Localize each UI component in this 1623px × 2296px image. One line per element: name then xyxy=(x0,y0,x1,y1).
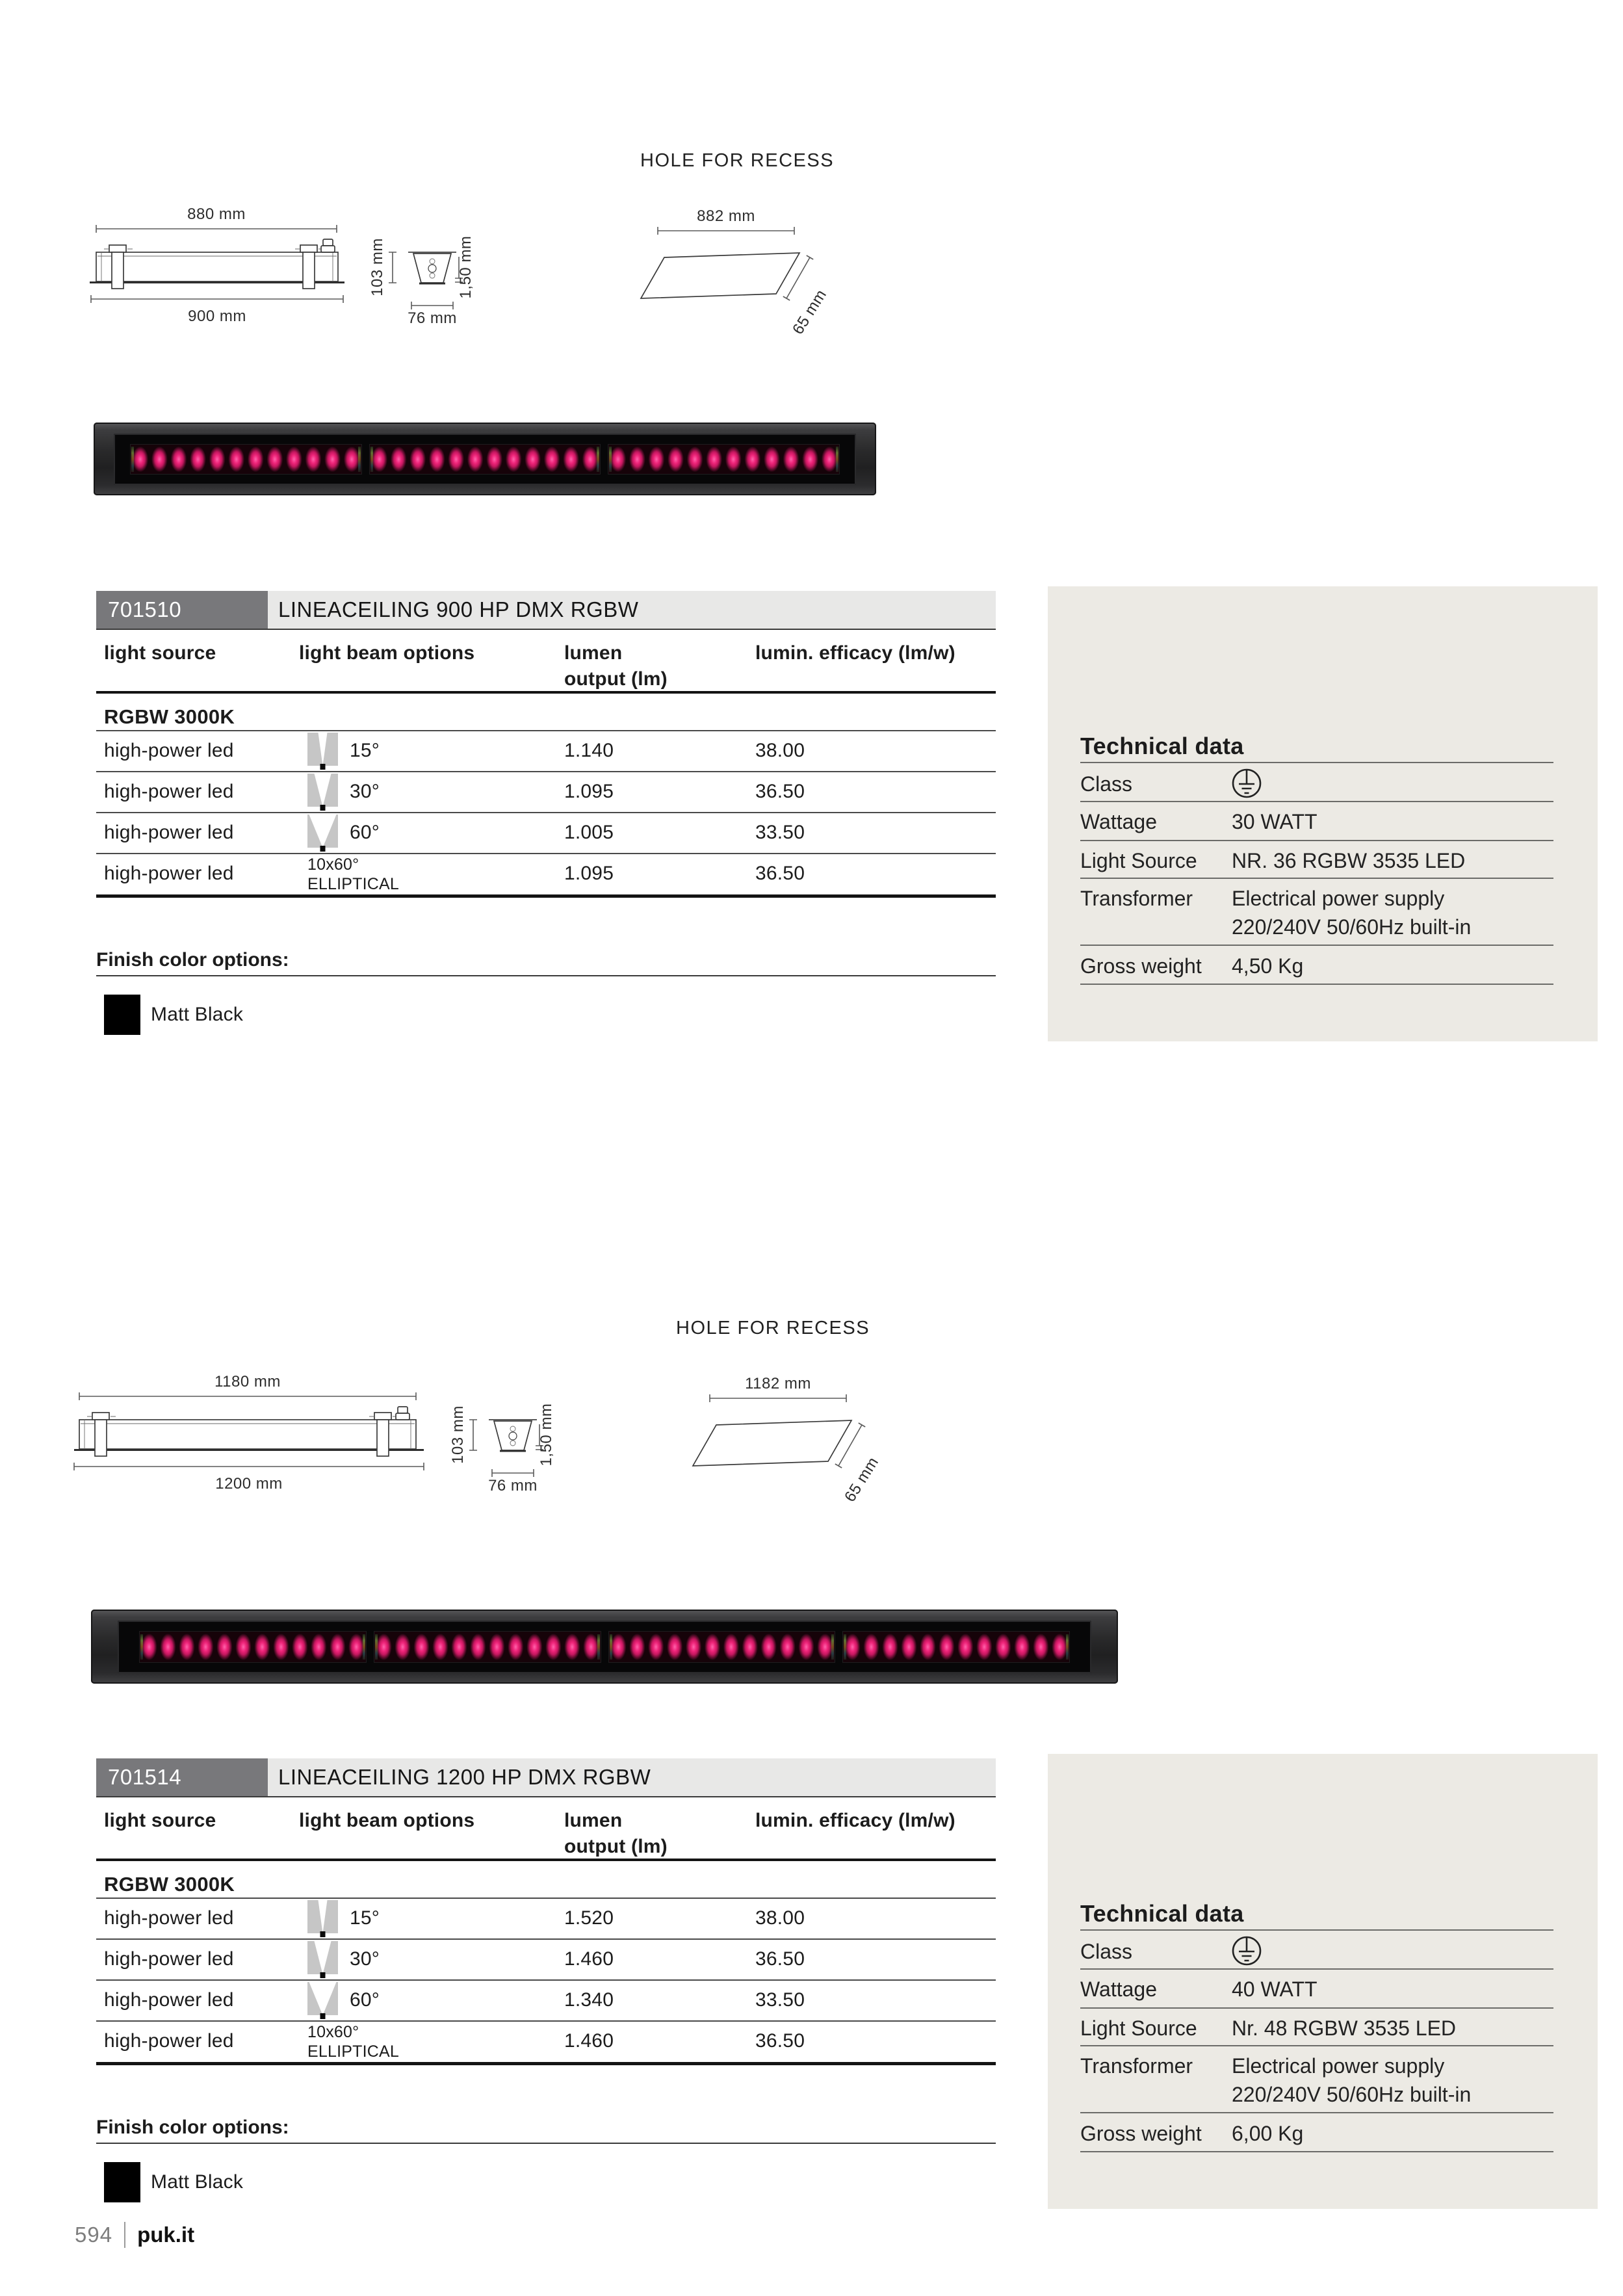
product-code: 701514 xyxy=(96,1758,268,1796)
led-segment xyxy=(608,444,839,475)
product-code: 701510 xyxy=(96,591,268,629)
col-lumen-2: output (lm) xyxy=(564,668,668,690)
dim-hole-width: 882 mm xyxy=(697,207,755,225)
col-beam-options: light beam options xyxy=(299,1810,475,1831)
row-source: high-power led xyxy=(104,863,234,884)
col-light-source: light source xyxy=(104,642,216,664)
hole-for-recess-title: HOLE FOR RECESS xyxy=(640,150,835,171)
beam-30-icon xyxy=(307,774,338,811)
product-photo-1200 xyxy=(91,1610,1118,1684)
group-label: RGBW 3000K xyxy=(104,1873,235,1896)
transformer-label: Transformer xyxy=(1080,887,1193,910)
matt-black-swatch xyxy=(104,995,140,1035)
transformer-value-1: Electrical power supply xyxy=(1232,2054,1445,2078)
light-source-label: Light Source xyxy=(1080,849,1197,872)
page-footer xyxy=(75,2222,194,2248)
wattage-label: Wattage xyxy=(1080,810,1157,833)
col-efficacy: lumin. efficacy (lm/w) xyxy=(755,1810,955,1831)
finish-options-title: Finish color options: xyxy=(96,2117,289,2138)
row-source: high-power led xyxy=(104,1948,234,1970)
row-beam: 30° xyxy=(350,781,380,802)
row-beam: 60° xyxy=(350,822,380,843)
row-beam: 60° xyxy=(350,1989,380,2011)
led-segment xyxy=(139,1631,367,1663)
earth-ground-icon xyxy=(1230,766,1263,800)
row-lumen: 1.520 xyxy=(564,1907,614,1929)
row-efficacy: 33.50 xyxy=(755,822,805,843)
led-segment xyxy=(130,444,361,475)
technical-data-title: Technical data xyxy=(1080,1900,1244,1927)
led-segment xyxy=(842,1631,1070,1663)
row-source: high-power led xyxy=(104,2030,234,2052)
dim-top-width: 1180 mm xyxy=(214,1373,281,1390)
wattage-label: Wattage xyxy=(1080,1977,1157,2001)
col-lumen-1: lumen xyxy=(564,1810,623,1831)
row-efficacy: 36.50 xyxy=(755,1948,805,1970)
hole-for-recess-title: HOLE FOR RECESS xyxy=(676,1318,870,1338)
dim-top-width: 880 mm xyxy=(187,205,246,223)
product-name: LINEACEILING 900 HP DMX RGBW xyxy=(268,591,996,629)
row-lumen: 1.460 xyxy=(564,1948,614,1970)
col-light-source: light source xyxy=(104,1810,216,1831)
led-segment xyxy=(374,1631,601,1663)
technical-data-panel xyxy=(1048,586,1598,1041)
row-efficacy: 36.50 xyxy=(755,2030,805,2052)
col-beam-options: light beam options xyxy=(299,642,475,664)
row-beam: 15° xyxy=(350,740,380,761)
finish-options-title: Finish color options: xyxy=(96,949,289,971)
footer-divider xyxy=(124,2222,125,2248)
row-lumen: 1.095 xyxy=(564,863,614,884)
beam-60-icon xyxy=(307,815,338,852)
dim-flange: 1,50 mm xyxy=(538,1403,555,1467)
col-lumen-1: lumen xyxy=(564,642,623,664)
gross-weight-value: 4,50 Kg xyxy=(1232,954,1304,978)
row-lumen: 1.340 xyxy=(564,1989,614,2011)
technical-data-title: Technical data xyxy=(1080,733,1244,759)
beam-15-icon xyxy=(307,733,338,770)
technical-drawing-1200 xyxy=(58,1363,942,1519)
class-label: Class xyxy=(1080,1940,1133,1963)
led-strip xyxy=(139,1631,1070,1663)
row-beam-elliptical: 10x60° ELLIPTICAL xyxy=(307,855,399,893)
dim-flange: 1,50 mm xyxy=(457,235,474,299)
gross-weight-label: Gross weight xyxy=(1080,2122,1202,2145)
dim-section-width: 76 mm xyxy=(488,1477,538,1494)
row-source: high-power led xyxy=(104,1907,234,1929)
row-efficacy: 36.50 xyxy=(755,863,805,884)
transformer-value-2: 220/240V 50/60Hz built-in xyxy=(1232,915,1472,939)
col-efficacy: lumin. efficacy (lm/w) xyxy=(755,642,955,664)
row-efficacy: 38.00 xyxy=(755,1907,805,1929)
dim-bottom-width: 1200 mm xyxy=(215,1475,283,1493)
beam-15-icon xyxy=(307,1900,338,1937)
wattage-value: 30 WATT xyxy=(1232,810,1318,833)
product-name: LINEACEILING 1200 HP DMX RGBW xyxy=(268,1758,996,1796)
row-efficacy: 36.50 xyxy=(755,781,805,802)
led-segment xyxy=(608,1631,836,1663)
site-link[interactable]: puk.it xyxy=(137,2223,195,2247)
technical-drawing-900 xyxy=(58,195,942,351)
led-segment xyxy=(369,444,601,475)
dim-hole-depth: 65 mm xyxy=(789,286,831,338)
dim-bottom-width: 900 mm xyxy=(188,307,246,325)
group-label: RGBW 3000K xyxy=(104,705,235,728)
row-source: high-power led xyxy=(104,822,234,843)
matt-black-swatch xyxy=(104,2162,140,2202)
dim-hole-width: 1182 mm xyxy=(745,1375,811,1392)
row-lumen: 1.140 xyxy=(564,740,614,761)
finish-label: Matt Black xyxy=(151,2171,244,2193)
row-efficacy: 38.00 xyxy=(755,740,805,761)
col-lumen-2: output (lm) xyxy=(564,1836,668,1857)
class-label: Class xyxy=(1080,772,1133,796)
beam-30-icon xyxy=(307,1941,338,1978)
photo-recess xyxy=(118,1621,1091,1673)
row-source: high-power led xyxy=(104,740,234,761)
row-beam-elliptical: 10x60° ELLIPTICAL xyxy=(307,2023,399,2061)
finish-label: Matt Black xyxy=(151,1004,244,1025)
dim-section-width: 76 mm xyxy=(408,309,457,327)
page-number: 594 xyxy=(75,2223,113,2247)
wattage-value: 40 WATT xyxy=(1232,1977,1318,2001)
row-source: high-power led xyxy=(104,781,234,802)
dim-height: 103 mm xyxy=(369,238,386,296)
light-source-label: Light Source xyxy=(1080,2016,1197,2040)
row-lumen: 1.005 xyxy=(564,822,614,843)
product-photo-900 xyxy=(94,423,876,495)
beam-60-icon xyxy=(307,1982,338,2019)
light-source-value: Nr. 48 RGBW 3535 LED xyxy=(1232,2016,1457,2040)
technical-data-panel xyxy=(1048,1754,1598,2209)
dim-hole-depth: 65 mm xyxy=(841,1454,883,1506)
row-efficacy: 33.50 xyxy=(755,1989,805,2011)
photo-recess xyxy=(114,434,855,486)
dim-height: 103 mm xyxy=(449,1405,467,1464)
transformer-label: Transformer xyxy=(1080,2054,1193,2078)
gross-weight-value: 6,00 Kg xyxy=(1232,2122,1304,2145)
led-strip xyxy=(130,444,839,475)
row-beam: 15° xyxy=(350,1907,380,1929)
row-lumen: 1.460 xyxy=(564,2030,614,2052)
transformer-value-2: 220/240V 50/60Hz built-in xyxy=(1232,2083,1472,2106)
light-source-value: NR. 36 RGBW 3535 LED xyxy=(1232,849,1466,872)
row-beam: 30° xyxy=(350,1948,380,1970)
row-source: high-power led xyxy=(104,1989,234,2011)
gross-weight-label: Gross weight xyxy=(1080,954,1202,978)
earth-ground-icon xyxy=(1230,1934,1263,1968)
transformer-value-1: Electrical power supply xyxy=(1232,887,1445,910)
row-lumen: 1.095 xyxy=(564,781,614,802)
